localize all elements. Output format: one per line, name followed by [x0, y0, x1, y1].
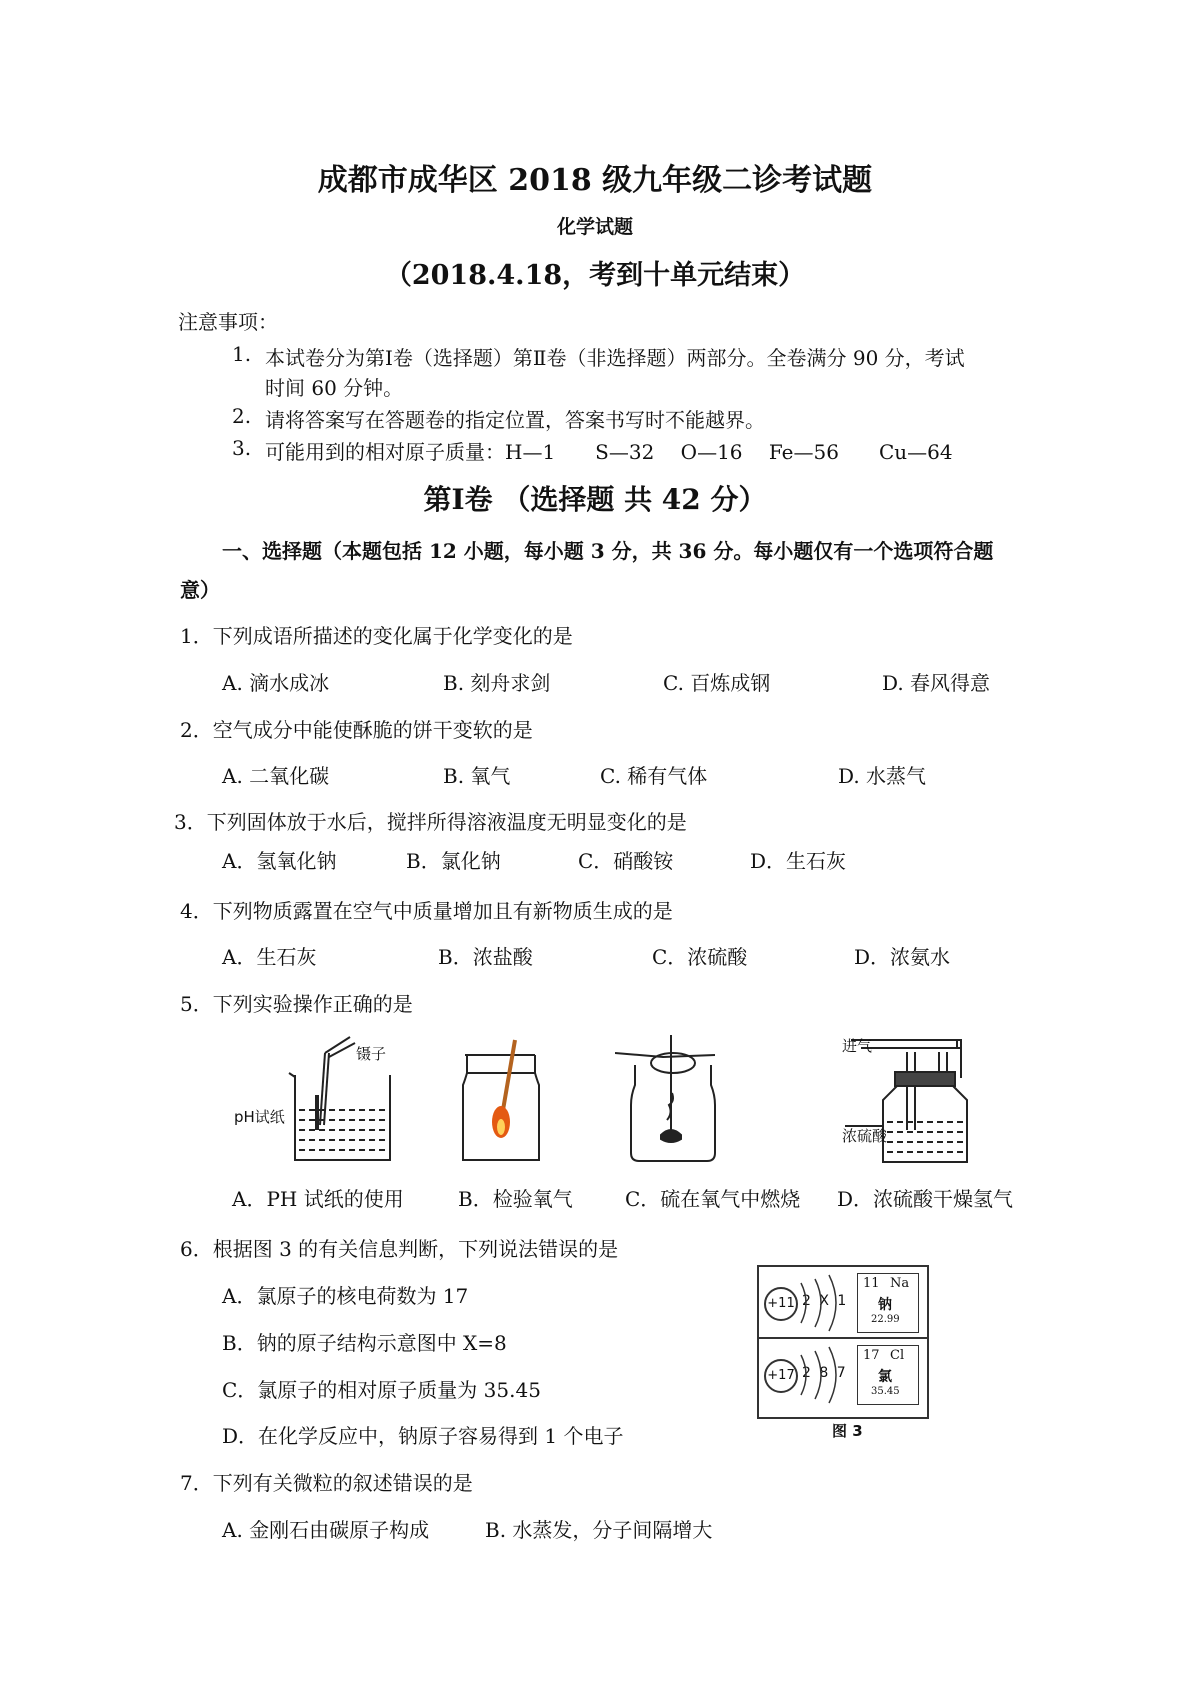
question-7-option-b: B. 水蒸发，分子间隔增大 [485, 1518, 713, 1542]
gas-in-label: 进气 [842, 1037, 873, 1055]
question-5-option-a: A．PH 试纸的使用 [232, 1187, 404, 1211]
question-4-option-c: C．浓硫酸 [652, 945, 748, 969]
question-3-stem: 3．下列固体放于水后，搅拌所得溶液温度无明显变化的是 [174, 810, 687, 834]
na-orbit-arcs [797, 1273, 845, 1333]
question-7-option-a: A. 金刚石由碳原子构成 [222, 1518, 430, 1542]
question-5-option-c: C．硫在氧气中燃烧 [625, 1187, 801, 1211]
question-3-option-a: A．氢氧化钠 [222, 849, 337, 873]
question-3-option-b: B．氯化钠 [406, 849, 501, 873]
question-3-option-d: D．生石灰 [750, 849, 847, 873]
question-4-stem: 4．下列物质露置在空气中质量增加且有新物质生成的是 [180, 899, 673, 923]
question-2-option-d: D. 水蒸气 [838, 764, 927, 788]
section-instruction-line2: 意） [180, 578, 220, 602]
question-1-option-c: C. 百炼成钢 [663, 671, 771, 695]
cl-symbol: Cl [890, 1348, 905, 1363]
question-5-stem: 5．下列实验操作正确的是 [180, 992, 413, 1016]
cl-mass: 35.45 [871, 1386, 900, 1397]
na-nucleus: +11 [764, 1287, 798, 1321]
na-symbol: Na [890, 1276, 910, 1291]
question-7-stem: 7．下列有关微粒的叙述错误的是 [180, 1471, 473, 1495]
cl-shells: 2 8 7 [802, 1365, 848, 1381]
question-2-option-b: B. 氧气 [443, 764, 511, 788]
question-1-option-a: A. 滴水成冰 [222, 671, 330, 695]
notice-item-1-line2: 时间 60 分钟。 [265, 376, 404, 400]
question-6-stem: 6．根据图 3 的有关信息判断，下列说法错误的是 [180, 1237, 619, 1261]
question-6-option-d: D．在化学反应中，钠原子容易得到 1 个电子 [222, 1424, 624, 1448]
question-2-option-a: A. 二氧化碳 [222, 764, 330, 788]
exam-title: 成都市成华区 2018 级九年级二诊考试题 [317, 163, 873, 198]
question-4-option-d: D．浓氨水 [854, 945, 951, 969]
oxygen-test-bottle [455, 1035, 550, 1165]
section-instruction-line1: 一、选择题（本题包括 12 小题，每小题 3 分，共 36 分。每小题仅有一个选项符合题 [222, 539, 994, 563]
question-1-stem: 1．下列成语所描述的变化属于化学变化的是 [180, 624, 573, 648]
na-atomic-number: 11 [863, 1276, 880, 1291]
cl-orbit-arcs [797, 1345, 845, 1405]
notice-item-2-num: 2. [232, 404, 252, 428]
notice-item-3-num: 3. [232, 436, 252, 460]
question-6-option-b: B．钠的原子结构示意图中 X=8 [222, 1331, 507, 1355]
cl-nucleus: +17 [764, 1359, 798, 1393]
question-1-option-b: B. 刻舟求剑 [443, 671, 551, 695]
cl-name: 氯 [878, 1369, 892, 1385]
figure-3-caption: 图 3 [832, 1422, 863, 1440]
cl-atomic-number: 17 [863, 1348, 880, 1363]
na-shells: 2 X 1 [802, 1293, 849, 1309]
question-6-option-c: C．氯原子的相对原子质量为 35.45 [222, 1378, 541, 1402]
question-1-option-d: D. 春风得意 [882, 671, 991, 695]
question-4-option-a: A．生石灰 [222, 945, 317, 969]
notice-item-1-num: 1. [232, 342, 252, 366]
question-2-stem: 2．空气成分中能使酥脆的饼干变软的是 [180, 718, 533, 742]
exam-range: （2018.4.18，考到十单元结束） [384, 260, 806, 291]
notice-item-2-line1: 请将答案写在答题卷的指定位置，答案书写时不能越界。 [265, 408, 765, 432]
na-element-card [857, 1273, 919, 1333]
sulfur-burning-bottle [615, 1035, 725, 1165]
notice-item-1-line1: 本试卷分为第Ⅰ卷（选择题）第Ⅱ卷（非选择题）两部分。全卷满分 90 分，考试 [265, 346, 965, 370]
tweezers-label: 镊子 [356, 1045, 387, 1063]
question-5-option-b: B．检验氧气 [458, 1187, 573, 1211]
na-mass: 22.99 [871, 1314, 900, 1325]
acid-label: 浓硫酸 [842, 1127, 888, 1145]
question-4-option-b: B．浓盐酸 [438, 945, 533, 969]
section-title: 第Ⅰ卷 （选择题 共 42 分） [423, 483, 767, 516]
question-2-option-c: C. 稀有气体 [600, 764, 708, 788]
notice-item-3-line1: 可能用到的相对原子质量：H—1 S—32 O—16 Fe—56 Cu—64 [265, 440, 953, 464]
ph-paper-label: pH试纸 [234, 1108, 285, 1126]
notice-label: 注意事项： [178, 310, 278, 334]
question-6-option-a: A．氯原子的核电荷数为 17 [222, 1284, 469, 1308]
exam-subtitle: 化学试题 [556, 216, 633, 238]
question-3-option-c: C．硝酸铵 [578, 849, 674, 873]
cl-element-card [857, 1345, 919, 1405]
figure-3-panel [757, 1265, 929, 1419]
na-name: 钠 [878, 1297, 892, 1313]
question-5-option-d: D．浓硫酸干燥氢气 [837, 1187, 1014, 1211]
